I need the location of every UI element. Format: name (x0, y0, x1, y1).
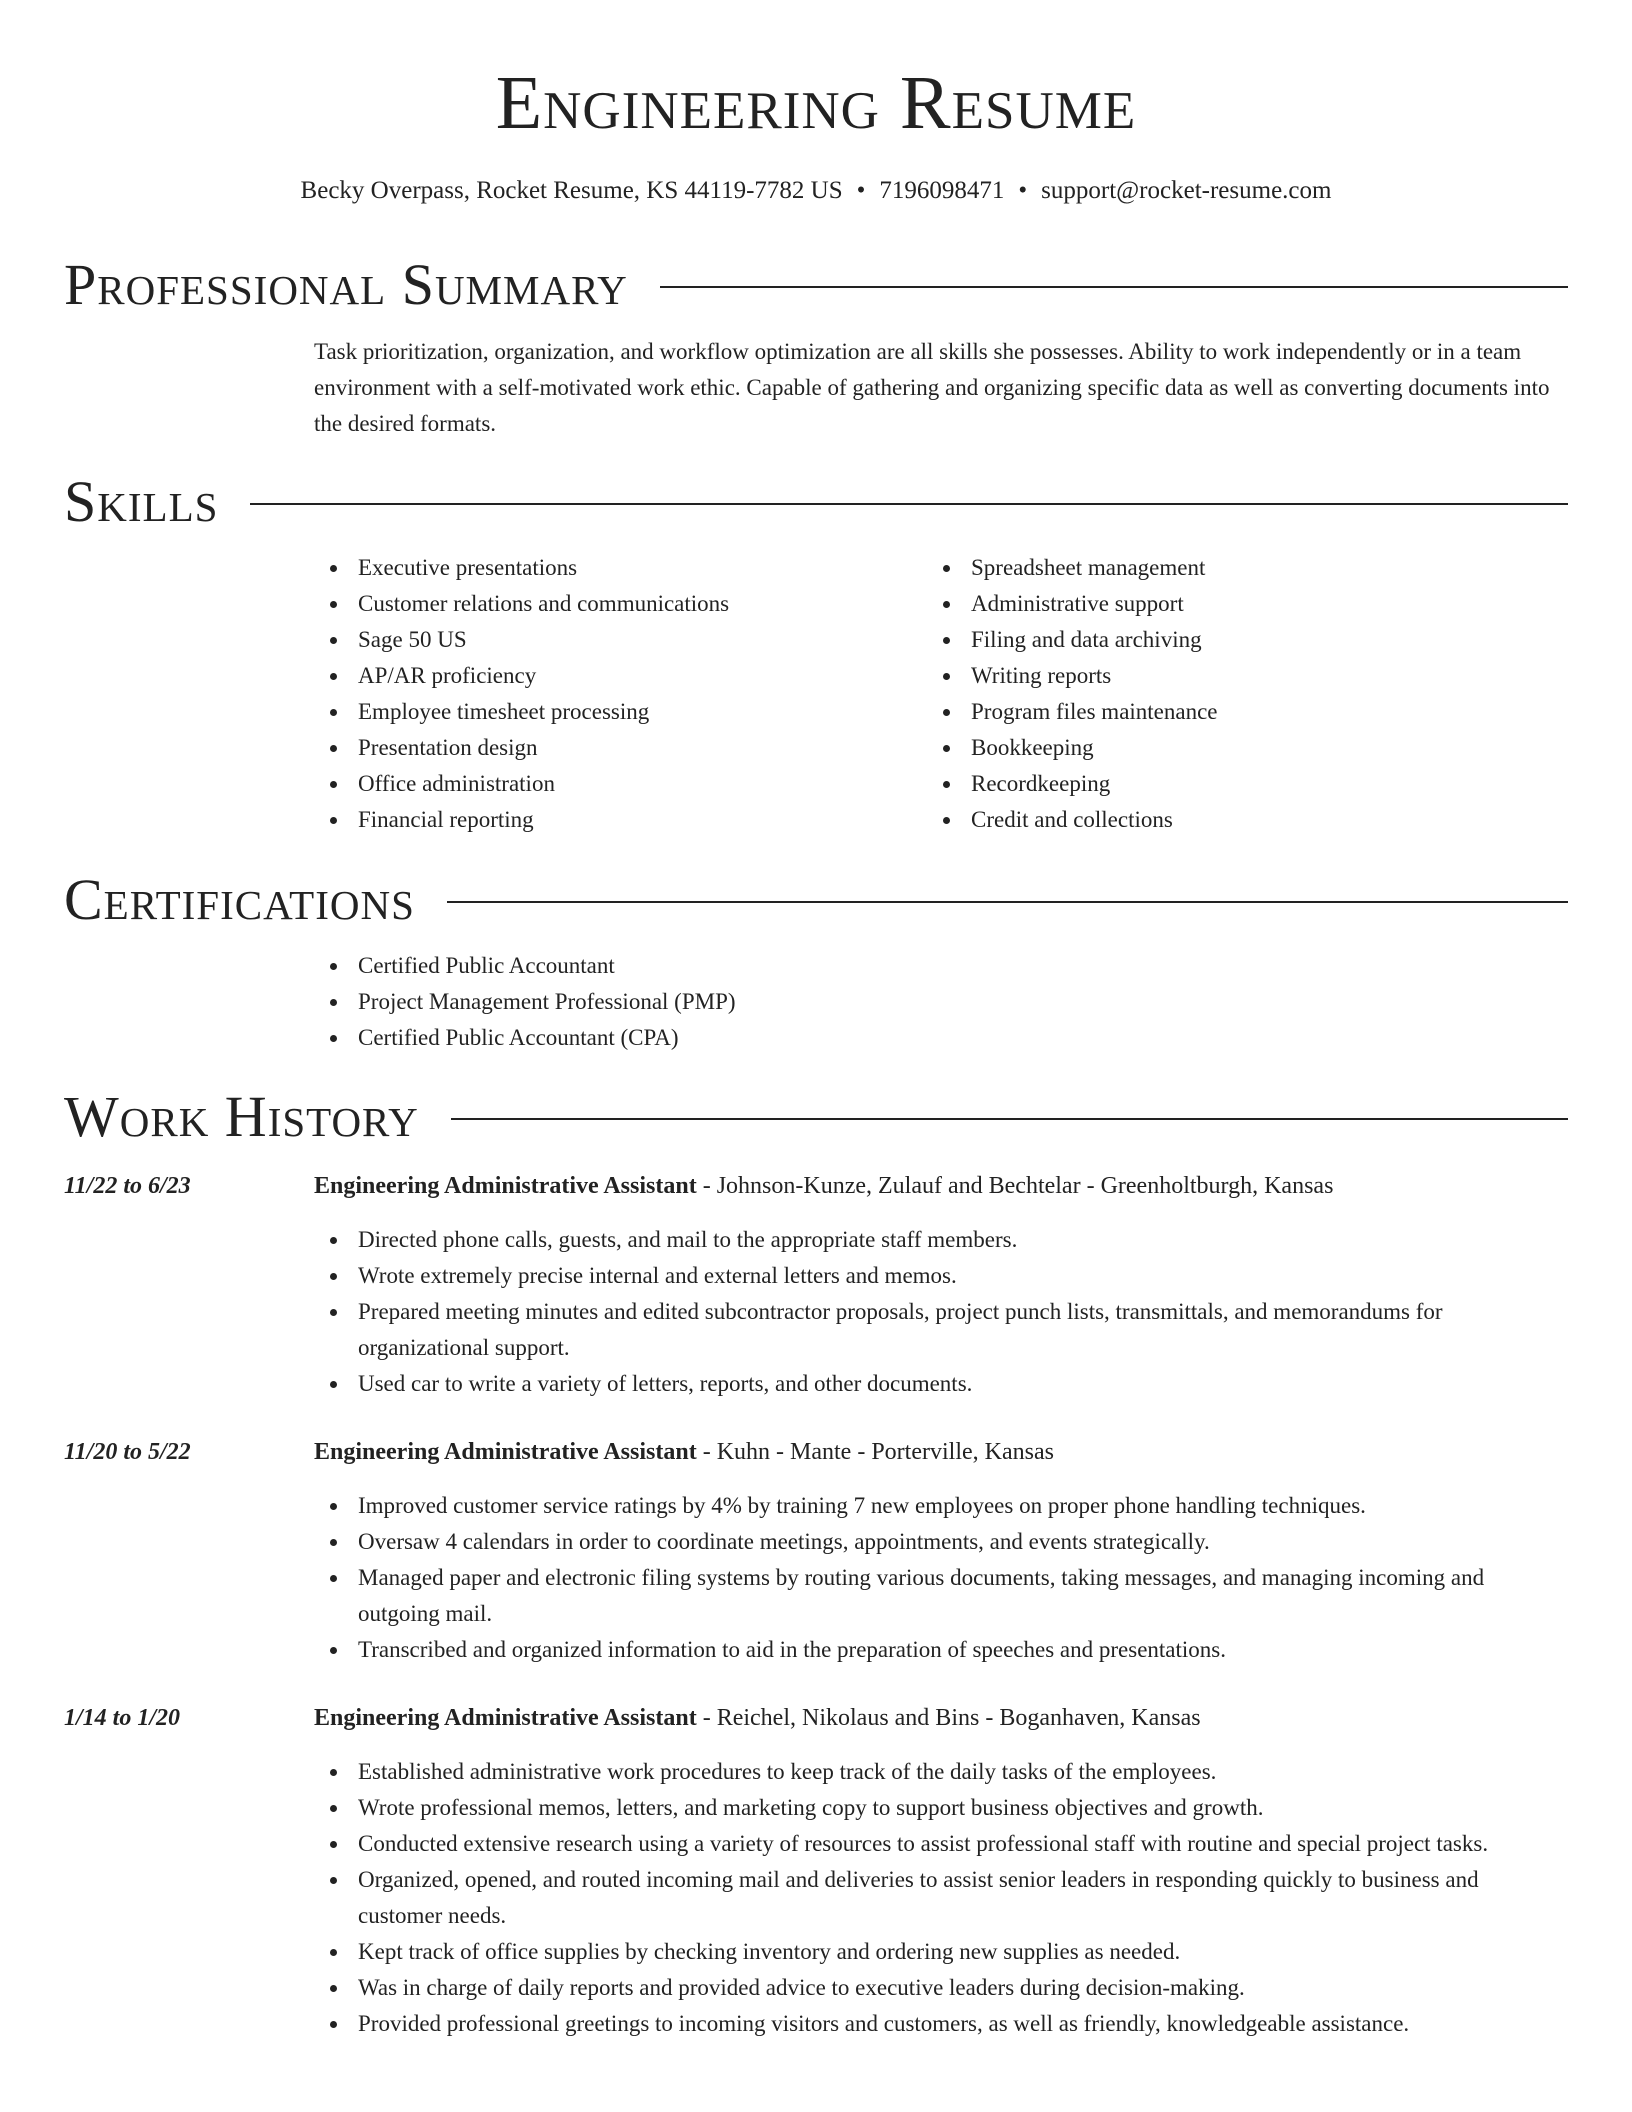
job-role: Engineering Administrative Assistant (314, 1173, 697, 1199)
summary-divider (660, 286, 1568, 288)
list-item: Office administration (314, 766, 914, 802)
job-bullets (314, 1754, 1568, 2042)
job-role: Engineering Administrative Assistant (314, 1705, 697, 1731)
list-item: Directed phone calls, guests, and mail to the appropriate staff members. (314, 1222, 1568, 1258)
skills-section-header (64, 467, 1568, 537)
job-role: Engineering Administrative Assistant (314, 1439, 697, 1465)
list-item: Sage 50 US (314, 622, 914, 658)
job-bullet-list (314, 1754, 1568, 2042)
list-item: Credit and collections (927, 802, 1527, 838)
job-header (314, 1434, 1568, 1470)
job-bullets (314, 1488, 1568, 1668)
list-item: Managed paper and electronic filing systems by routing various documents, taking messages, and managing incoming and outgoing mail. (314, 1560, 1568, 1632)
resume-title: Engineering Resume (495, 61, 1137, 145)
list-item: Prepared meeting minutes and edited subcontractor proposals, project punch lists, transmittals, and memorandums for organizational support. (314, 1294, 1568, 1366)
list-item: Program files maintenance (927, 694, 1527, 730)
job-dates: 11/20 to 5/22 (64, 1439, 191, 1465)
job-details: - Johnson-Kunze, Zulauf and Bechtelar - Greenholtburgh, Kansas (696, 1173, 1334, 1199)
work-divider (451, 1118, 1568, 1120)
list-item: Oversaw 4 calendars in order to coordinate meetings, appointments, and events strategically. (314, 1524, 1568, 1560)
list-item: Provided professional greetings to incoming visitors and customers, as well as friendly, knowledgeable assistance. (314, 2006, 1568, 2042)
list-item: Certified Public Accountant (CPA) (314, 1020, 1568, 1056)
certifications-heading: Certifications (64, 867, 415, 932)
list-item: AP/AR proficiency (314, 658, 914, 694)
work-heading: Work History (64, 1084, 419, 1149)
job-dates: 1/14 to 1/20 (64, 1705, 181, 1731)
work-section-header (64, 1082, 1568, 1152)
list-item: Employee timesheet processing (314, 694, 914, 730)
list-item: Administrative support (927, 586, 1527, 622)
job-bullet-list (314, 1222, 1568, 1402)
summary-section-header (64, 250, 1568, 320)
job-details: - Reichel, Nikolaus and Bins - Boganhaven, Kansas (696, 1705, 1201, 1731)
list-item: Improved customer service ratings by 4% by training 7 new employees on proper phone handling techniques. (314, 1488, 1568, 1524)
list-item: Wrote professional memos, letters, and marketing copy to support business objectives and growth. (314, 1790, 1568, 1826)
summary-heading: Professional Summary (64, 252, 628, 317)
list-item: Wrote extremely precise internal and external letters and memos. (314, 1258, 1568, 1294)
job-details: - Kuhn - Mante - Porterville, Kansas (696, 1439, 1054, 1465)
list-item: Bookkeeping (927, 730, 1527, 766)
skills-list-right (927, 550, 1527, 838)
list-item: Transcribed and organized information to aid in the preparation of speeches and presentations. (314, 1632, 1568, 1668)
job-bullet-list (314, 1488, 1568, 1668)
contact-separator: • (1018, 177, 1028, 204)
list-item: Was in charge of daily reports and provided advice to executive leaders during decision-making. (314, 1970, 1568, 2006)
certifications-list (314, 948, 1568, 1056)
list-item: Kept track of office supplies by checking inventory and ordering new supplies as needed. (314, 1934, 1568, 1970)
list-item: Conducted extensive research using a variety of resources to assist professional staff with routine and special project tasks. (314, 1826, 1568, 1862)
job-dates: 11/22 to 6/23 (64, 1173, 191, 1199)
list-item: Project Management Professional (PMP) (314, 984, 1568, 1020)
certifications-divider (447, 901, 1568, 903)
skills-divider (250, 503, 1568, 505)
list-item: Spreadsheet management (927, 550, 1527, 586)
list-item: Filing and data archiving (927, 622, 1527, 658)
list-item: Organized, opened, and routed incoming mail and deliveries to assist senior leaders in responding quickly to business and customer needs. (314, 1862, 1568, 1934)
contact-address: Becky Overpass, Rocket Resume, KS 44119-7782 US (300, 177, 843, 204)
list-item: Recordkeeping (927, 766, 1527, 802)
summary-text: Task prioritization, organization, and workflow optimization are all skills she possesses. Ability to work independently or in a team environment with a self-motivated work ethic. Capable of gathering and organizing specific data as well as converting documents into the desired formats. (314, 339, 1550, 436)
contact-line (64, 174, 1568, 208)
list-item: Executive presentations (314, 550, 914, 586)
list-item: Financial reporting (314, 802, 914, 838)
job-header (314, 1168, 1568, 1204)
contact-phone: 7196098471 (879, 177, 1005, 204)
list-item: Certified Public Accountant (314, 948, 1568, 984)
skills-column-right (927, 550, 1527, 838)
contact-separator: • (856, 177, 866, 204)
list-item: Used car to write a variety of letters, reports, and other documents. (314, 1366, 1568, 1402)
skills-heading: Skills (64, 469, 219, 534)
contact-email: support@rocket-resume.com (1041, 177, 1332, 204)
list-item: Writing reports (927, 658, 1527, 694)
certifications-block (314, 948, 1568, 1056)
certifications-section-header (64, 865, 1568, 935)
skills-list-left (314, 550, 914, 838)
skills-column-left (314, 550, 914, 838)
list-item: Presentation design (314, 730, 914, 766)
list-item: Established administrative work procedures to keep track of the daily tasks of the employees. (314, 1754, 1568, 1790)
list-item: Customer relations and communications (314, 586, 914, 622)
job-header (314, 1700, 1568, 1736)
job-bullets (314, 1222, 1568, 1402)
